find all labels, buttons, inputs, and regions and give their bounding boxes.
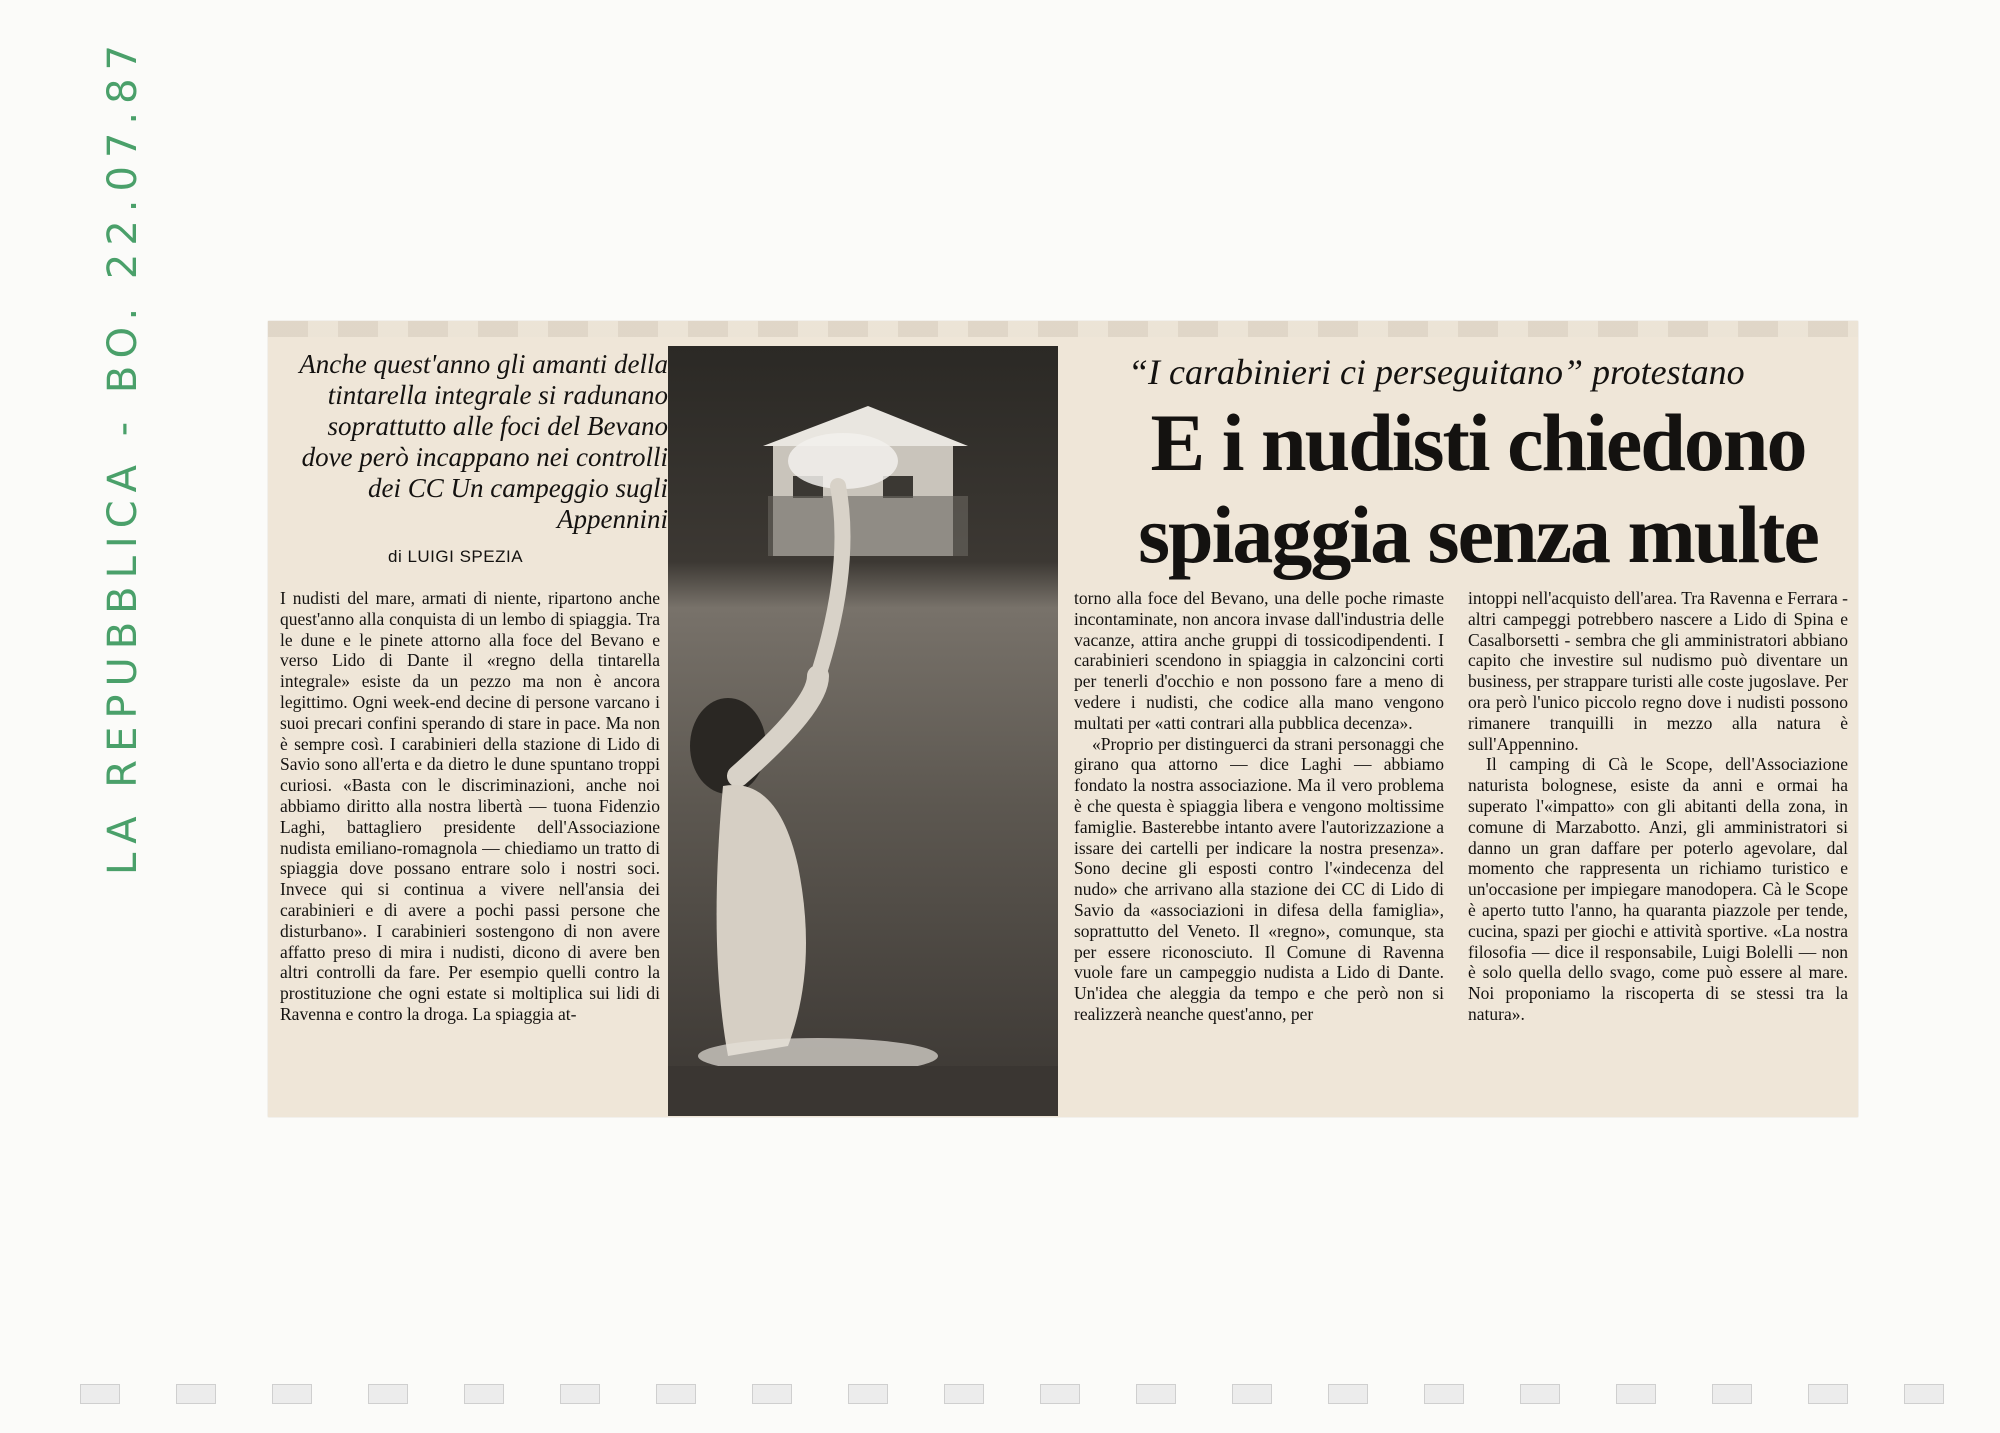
binder-hole [1520,1384,1560,1404]
article-column-3 [1468,588,1848,1025]
binder-hole [944,1384,984,1404]
paragraph: torno alla foce del Bevano, una delle poche rimaste incontaminate, non ancora invase dall'industria delle vacanze, attira anche gruppi di tossicodipendenti. I carabinieri scendono in spiaggia in calzoncini corti per tenerli d'occhio e non possono fare a meno di vedere i nudisti, che codice alla mano vengono multati per «atti contrari alla pubblica decenza». [1074,588,1444,733]
paragraph: I nudisti del mare, armati di niente, ripartono anche quest'anno alla conquista di un lembo di spiaggia. Tra le dune e le pinete attorno alla foce del Bevano e verso Lido di Dante il «regno della tintarella integrale» esiste da un pezzo ma non è ancora legittimo. Ogni week-end decine di persone varcano i suoi precari confini sperando di stare in pace. Ma non è sempre così. I carabinieri della stazione di Lido di Savio sono all'erta e da dietro le dune spuntano troppi curiosi. «Basta con le discriminazioni, anche noi abbiamo diritto alla nostra libertà — tuona Fidenzio Laghi, battagliero presidente dell'Associazione nudista emiliano-romagnola — chiediamo un tratto di spiaggia dove possano entrare solo i nostri soci. Invece qui si continua a vivere nell'ansia dei carabinieri e di avere a pochi passi persone che disturbano». I carabinieri sostengono di non avere affatto preso di mira i nudisti, dicono di avere ben altri controlli da fare. Per esempio quelli contro la prostituzione che ogni estate si moltiplica sui lidi di Ravenna e contro la droga. La spiaggia at- [280,588,660,1024]
binder-hole [464,1384,504,1404]
handwritten-note: LA REPUBBLICA - BO. 22.07.87 [100,36,146,875]
binder-hole [1712,1384,1752,1404]
binder-hole [368,1384,408,1404]
kicker-left: Anche quest'anno gli amanti della tintarella integrale si radunano soprattutto alle foci del Bevano dove però incappano nei controlli dei CC Un campeggio sugli Appennini [299,349,668,534]
bleed-through-strip [268,321,1858,337]
paragraph: intoppi nell'acquisto dell'area. Tra Ravenna e Ferrara - altri campeggi potrebbero nascere a Lido di Spina e Casalborsetti - sembra che gli amministratori abbiano capito che investire sul nudismo può diventare un business, per strappare turisti alle coste jugoslave. Per ora però l'unico piccolo regno dove i nudisti possono rimanere tranquilli in mezzo alla natura è sull'Appennino. [1468,588,1848,754]
binder-hole [272,1384,312,1404]
binder-hole [1808,1384,1848,1404]
binder-hole [1136,1384,1176,1404]
newspaper-clipping [268,321,1858,1117]
binder-hole [848,1384,888,1404]
paragraph: Il camping di Cà le Scope, dell'Associazione naturista bolognese, esiste da anni e ormai ha superato l'«impatto» con gli abitanti della zona, in comune di Marzabotto. Anzi, gli amministratori si danno un gran daffare per poterlo agevolare, dal momento che rappresenta un richiamo turistico e un'occasione per impiegare manodopera. Cà le Scope è aperto tutto l'anno, ha quaranta piazzole per tende, cucina, spazi per giochi e attività sportive. «La nostra filosofia — dice il responsabile, Luigi Bolelli — non è solo quella dello svago, come può essere al mare. Noi proponiamo la riscoperta di se stessi tra la natura». [1468,754,1848,1024]
overline: “I carabinieri ci perseguitano” protestano [1128,352,1745,392]
binder-hole [1232,1384,1272,1404]
binder-hole [1040,1384,1080,1404]
binder-hole [1424,1384,1464,1404]
swimmer-photo [668,346,1058,1116]
binder-hole [656,1384,696,1404]
headline: E i nudisti chiedono spiaggia senza multe [1138,397,1818,580]
article-column-1 [280,588,660,1025]
byline: di LUIGI SPEZIA [388,547,524,566]
binder-hole [176,1384,216,1404]
binder-hole [80,1384,120,1404]
article-column-2 [1074,588,1444,1025]
binder-hole [1328,1384,1368,1404]
binder-hole [1616,1384,1656,1404]
binder-hole [1904,1384,1944,1404]
binder-hole [560,1384,600,1404]
binder-hole [752,1384,792,1404]
binder-holes [80,1384,1980,1408]
paragraph: «Proprio per distinguerci da strani personaggi che girano qua attorno — dice Laghi — abbiamo fondato la nostra associazione. Ma il vero problema è che questa è spiaggia libera e vengono moltissime famiglie. Basterebbe intanto avere l'autorizzazione a issare dei cartelli per indicare la nostra presenza». Sono decine gli esposti contro l'«indecenza del nudo» che arrivano alla stazione dei CC di Lido di Savio da «associazioni in difesa della famiglia», soprattutto del Veneto. Il «regno», comunque, sta per essere riconosciuto. Il Comune di Ravenna vuole fare un campeggio nudista a Lido di Dante. Un'idea che aleggia da tempo e che però non si realizzerà neanche quest'anno, per [1074,733,1444,1024]
